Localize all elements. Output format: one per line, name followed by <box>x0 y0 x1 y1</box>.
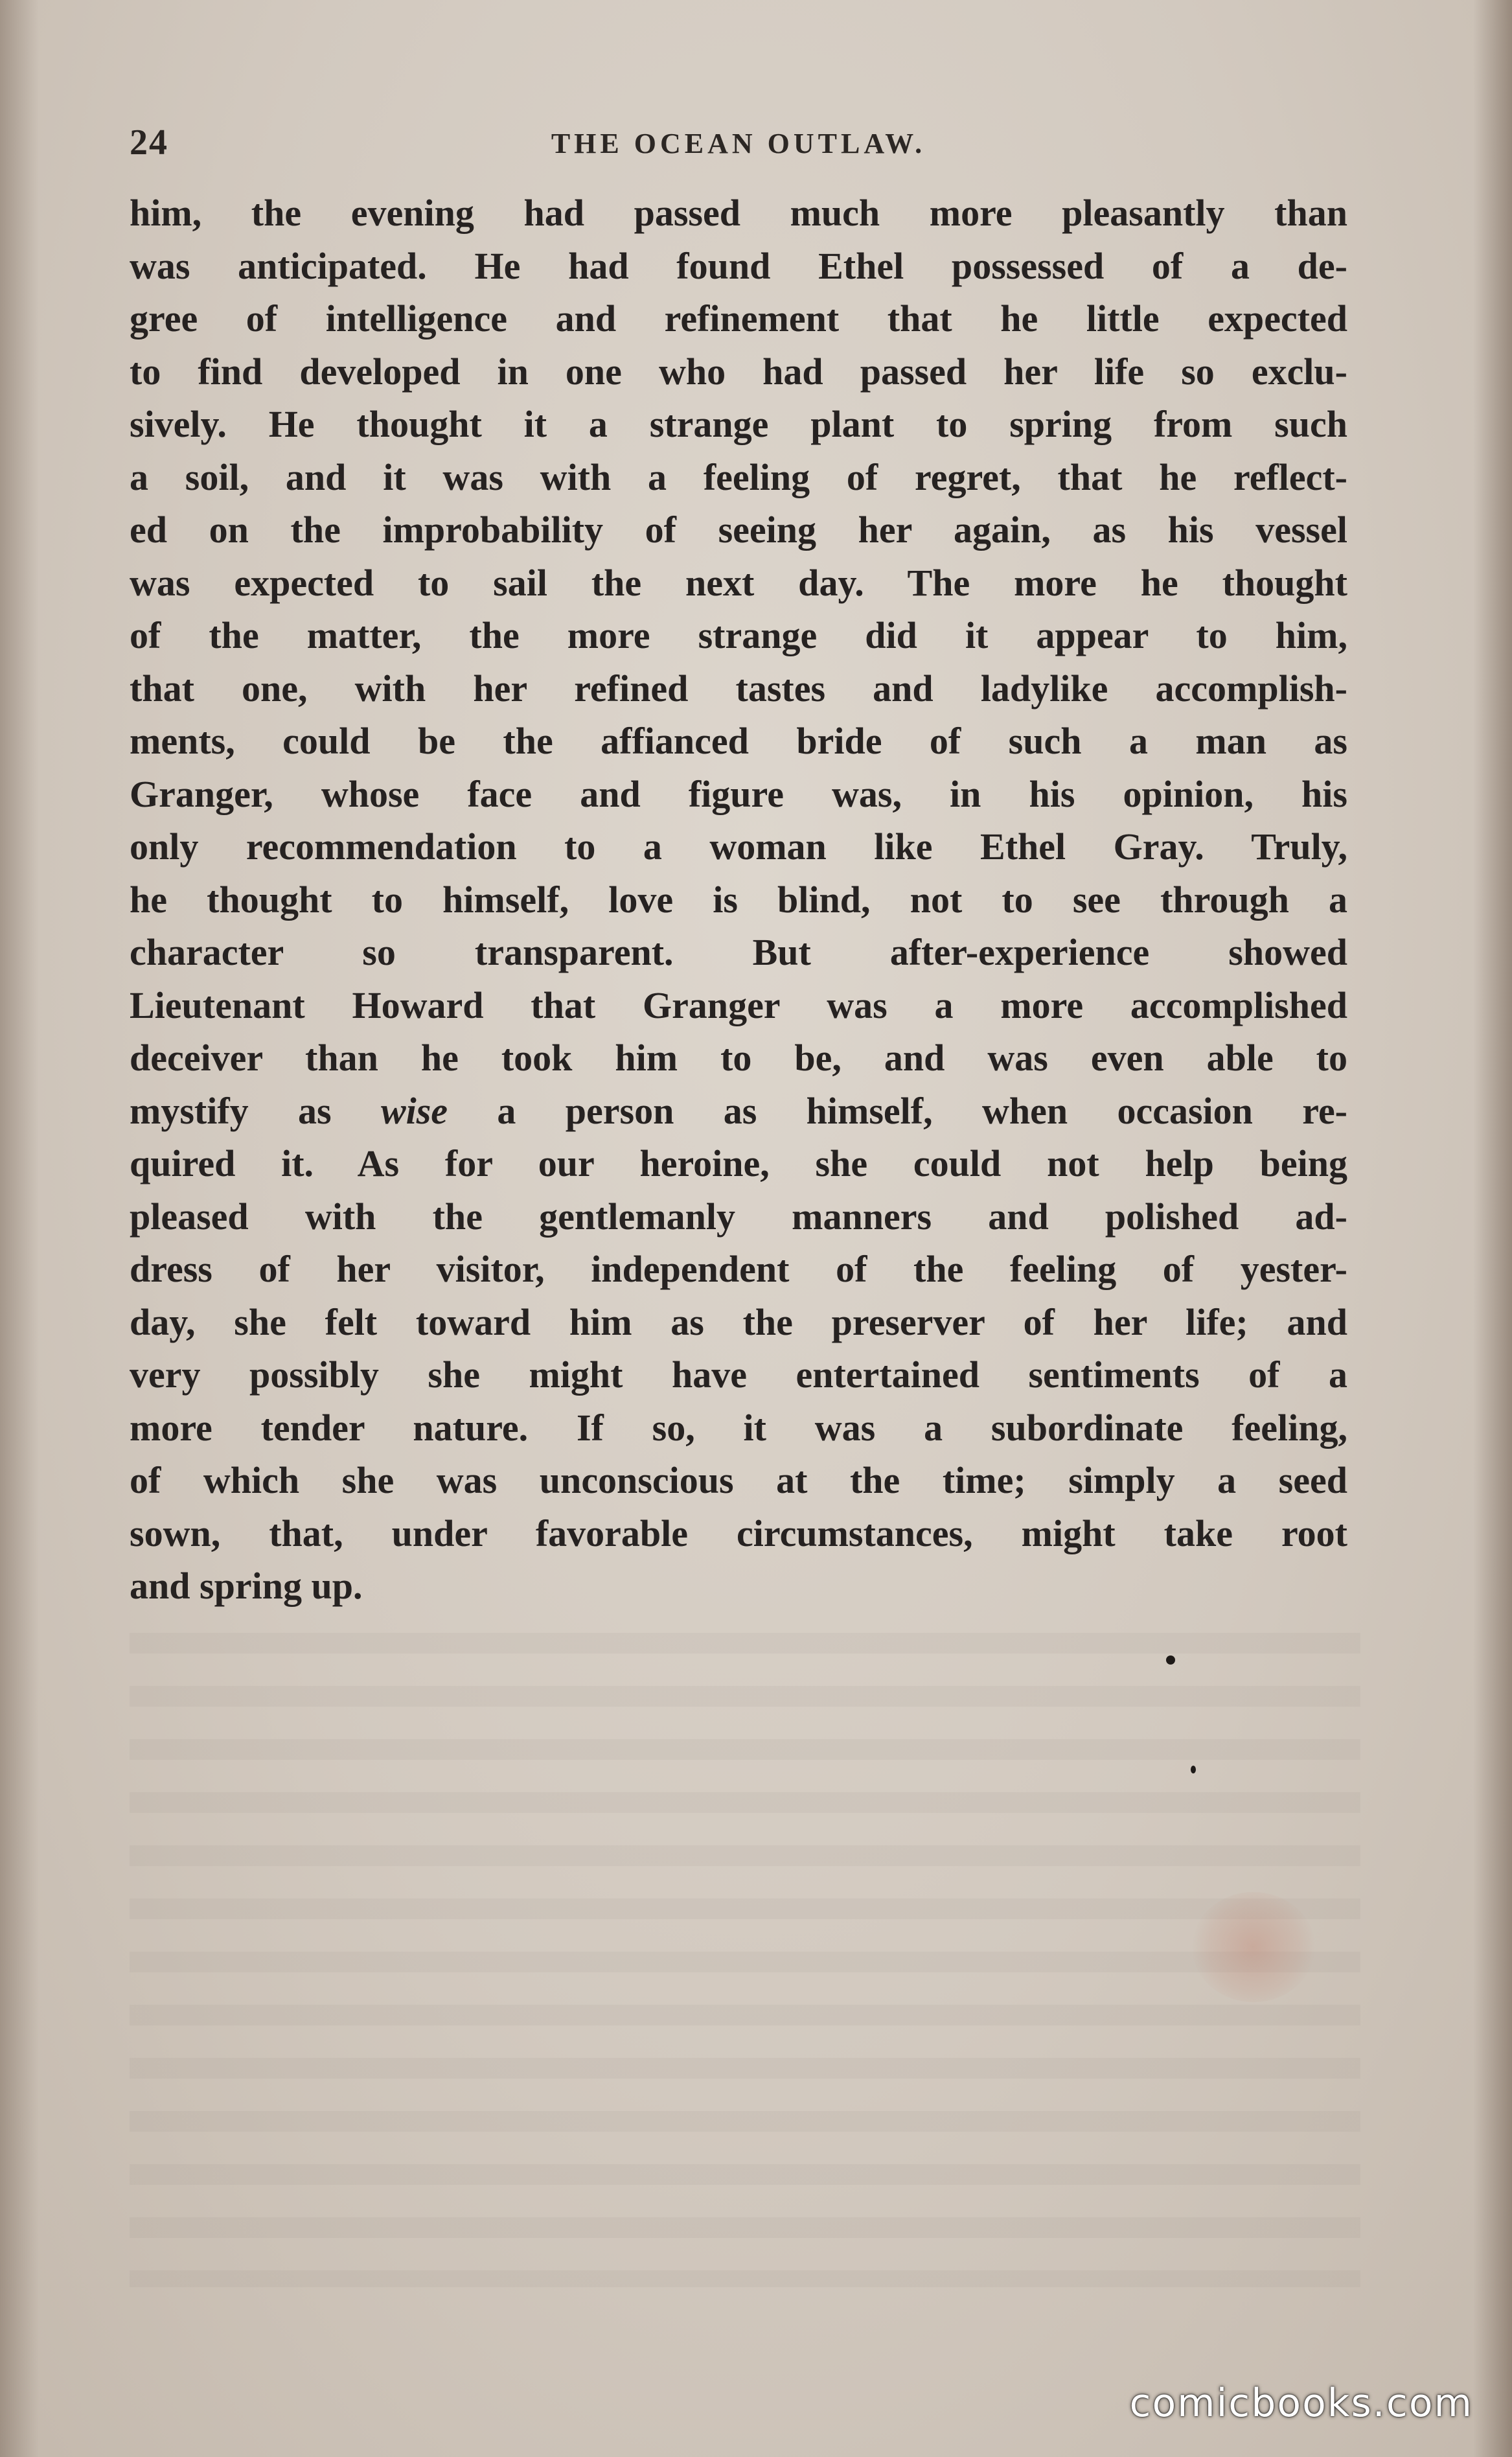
ink-speck <box>1191 1766 1196 1773</box>
text-line: he thought to himself, love is blind, not to see through a <box>130 878 1347 921</box>
text-line: that one, with her refined tastes and ladylike accomplish- <box>130 667 1347 709</box>
text-line-with-italic <box>130 1085 1347 1138</box>
text-line-final: and spring up. <box>130 1565 363 1607</box>
text-line: only recommendation to a woman like Ethel Gray. Truly, <box>130 825 1347 868</box>
text-line: Granger, whose face and figure was, in his opinion, his <box>130 772 1347 815</box>
page-header <box>130 118 1347 170</box>
ink-speck <box>1166 1655 1175 1665</box>
text-line: of which she was unconscious at the time; simply a seed <box>130 1459 1347 1501</box>
text-line: ments, could be the affianced bride of such a man as <box>130 720 1347 762</box>
text-line: quired it. As for our heroine, she could not help being <box>130 1142 1347 1184</box>
text-line: sively. He thought it a strange plant to spring from such <box>130 403 1347 445</box>
text-line: ed on the improbability of seeing her again, as his vessel <box>130 509 1347 551</box>
paper-stain <box>1192 1892 1315 2002</box>
text-line: pleased with the gentlemanly manners and polished ad- <box>130 1195 1347 1238</box>
text-segment: a person as himself, when occasion re- <box>448 1089 1347 1132</box>
text-line: to find developed in one who had passed her life so exclu- <box>130 350 1347 393</box>
italic-word: wise <box>380 1089 448 1132</box>
text-line: Lieutenant Howard that Granger was a more accomplished <box>130 984 1347 1026</box>
show-through-text <box>130 1607 1360 2287</box>
text-line: character so transparent. But after-experience showed <box>130 931 1347 973</box>
text-line: was expected to sail the next day. The more he thought <box>130 561 1347 604</box>
right-edge-shadow <box>1473 0 1512 2457</box>
source-watermark: comicbooks.com <box>1129 2381 1473 2426</box>
text-line: a soil, and it was with a feeling of regret, that he reflect- <box>130 456 1347 498</box>
left-edge-shadow <box>0 0 39 2457</box>
body-text <box>130 187 1347 1613</box>
running-head: THE OCEAN OUTLAW. <box>551 128 926 159</box>
text-line: was anticipated. He had found Ethel possessed of a de- <box>130 244 1347 287</box>
text-line: very possibly she might have entertained sentiments of a <box>130 1354 1347 1396</box>
text-line: him, the evening had passed much more pleasantly than <box>130 192 1347 234</box>
text-line: of the matter, the more strange did it appear to him, <box>130 614 1347 656</box>
text-line: day, she felt toward him as the preserver of her life; and <box>130 1300 1347 1343</box>
text-line: sown, that, under favorable circumstances, might take root <box>130 1512 1347 1554</box>
text-segment: mystify as <box>130 1089 381 1132</box>
text-line: gree of intelligence and refinement that he little expected <box>130 297 1347 340</box>
text-line: dress of her visitor, independent of the feeling of yester- <box>130 1248 1347 1290</box>
text-line: more tender nature. If so, it was a subordinate feeling, <box>130 1406 1347 1449</box>
page-number: 24 <box>130 122 168 163</box>
text-line: deceiver than he took him to be, and was even able to <box>130 1037 1347 1079</box>
